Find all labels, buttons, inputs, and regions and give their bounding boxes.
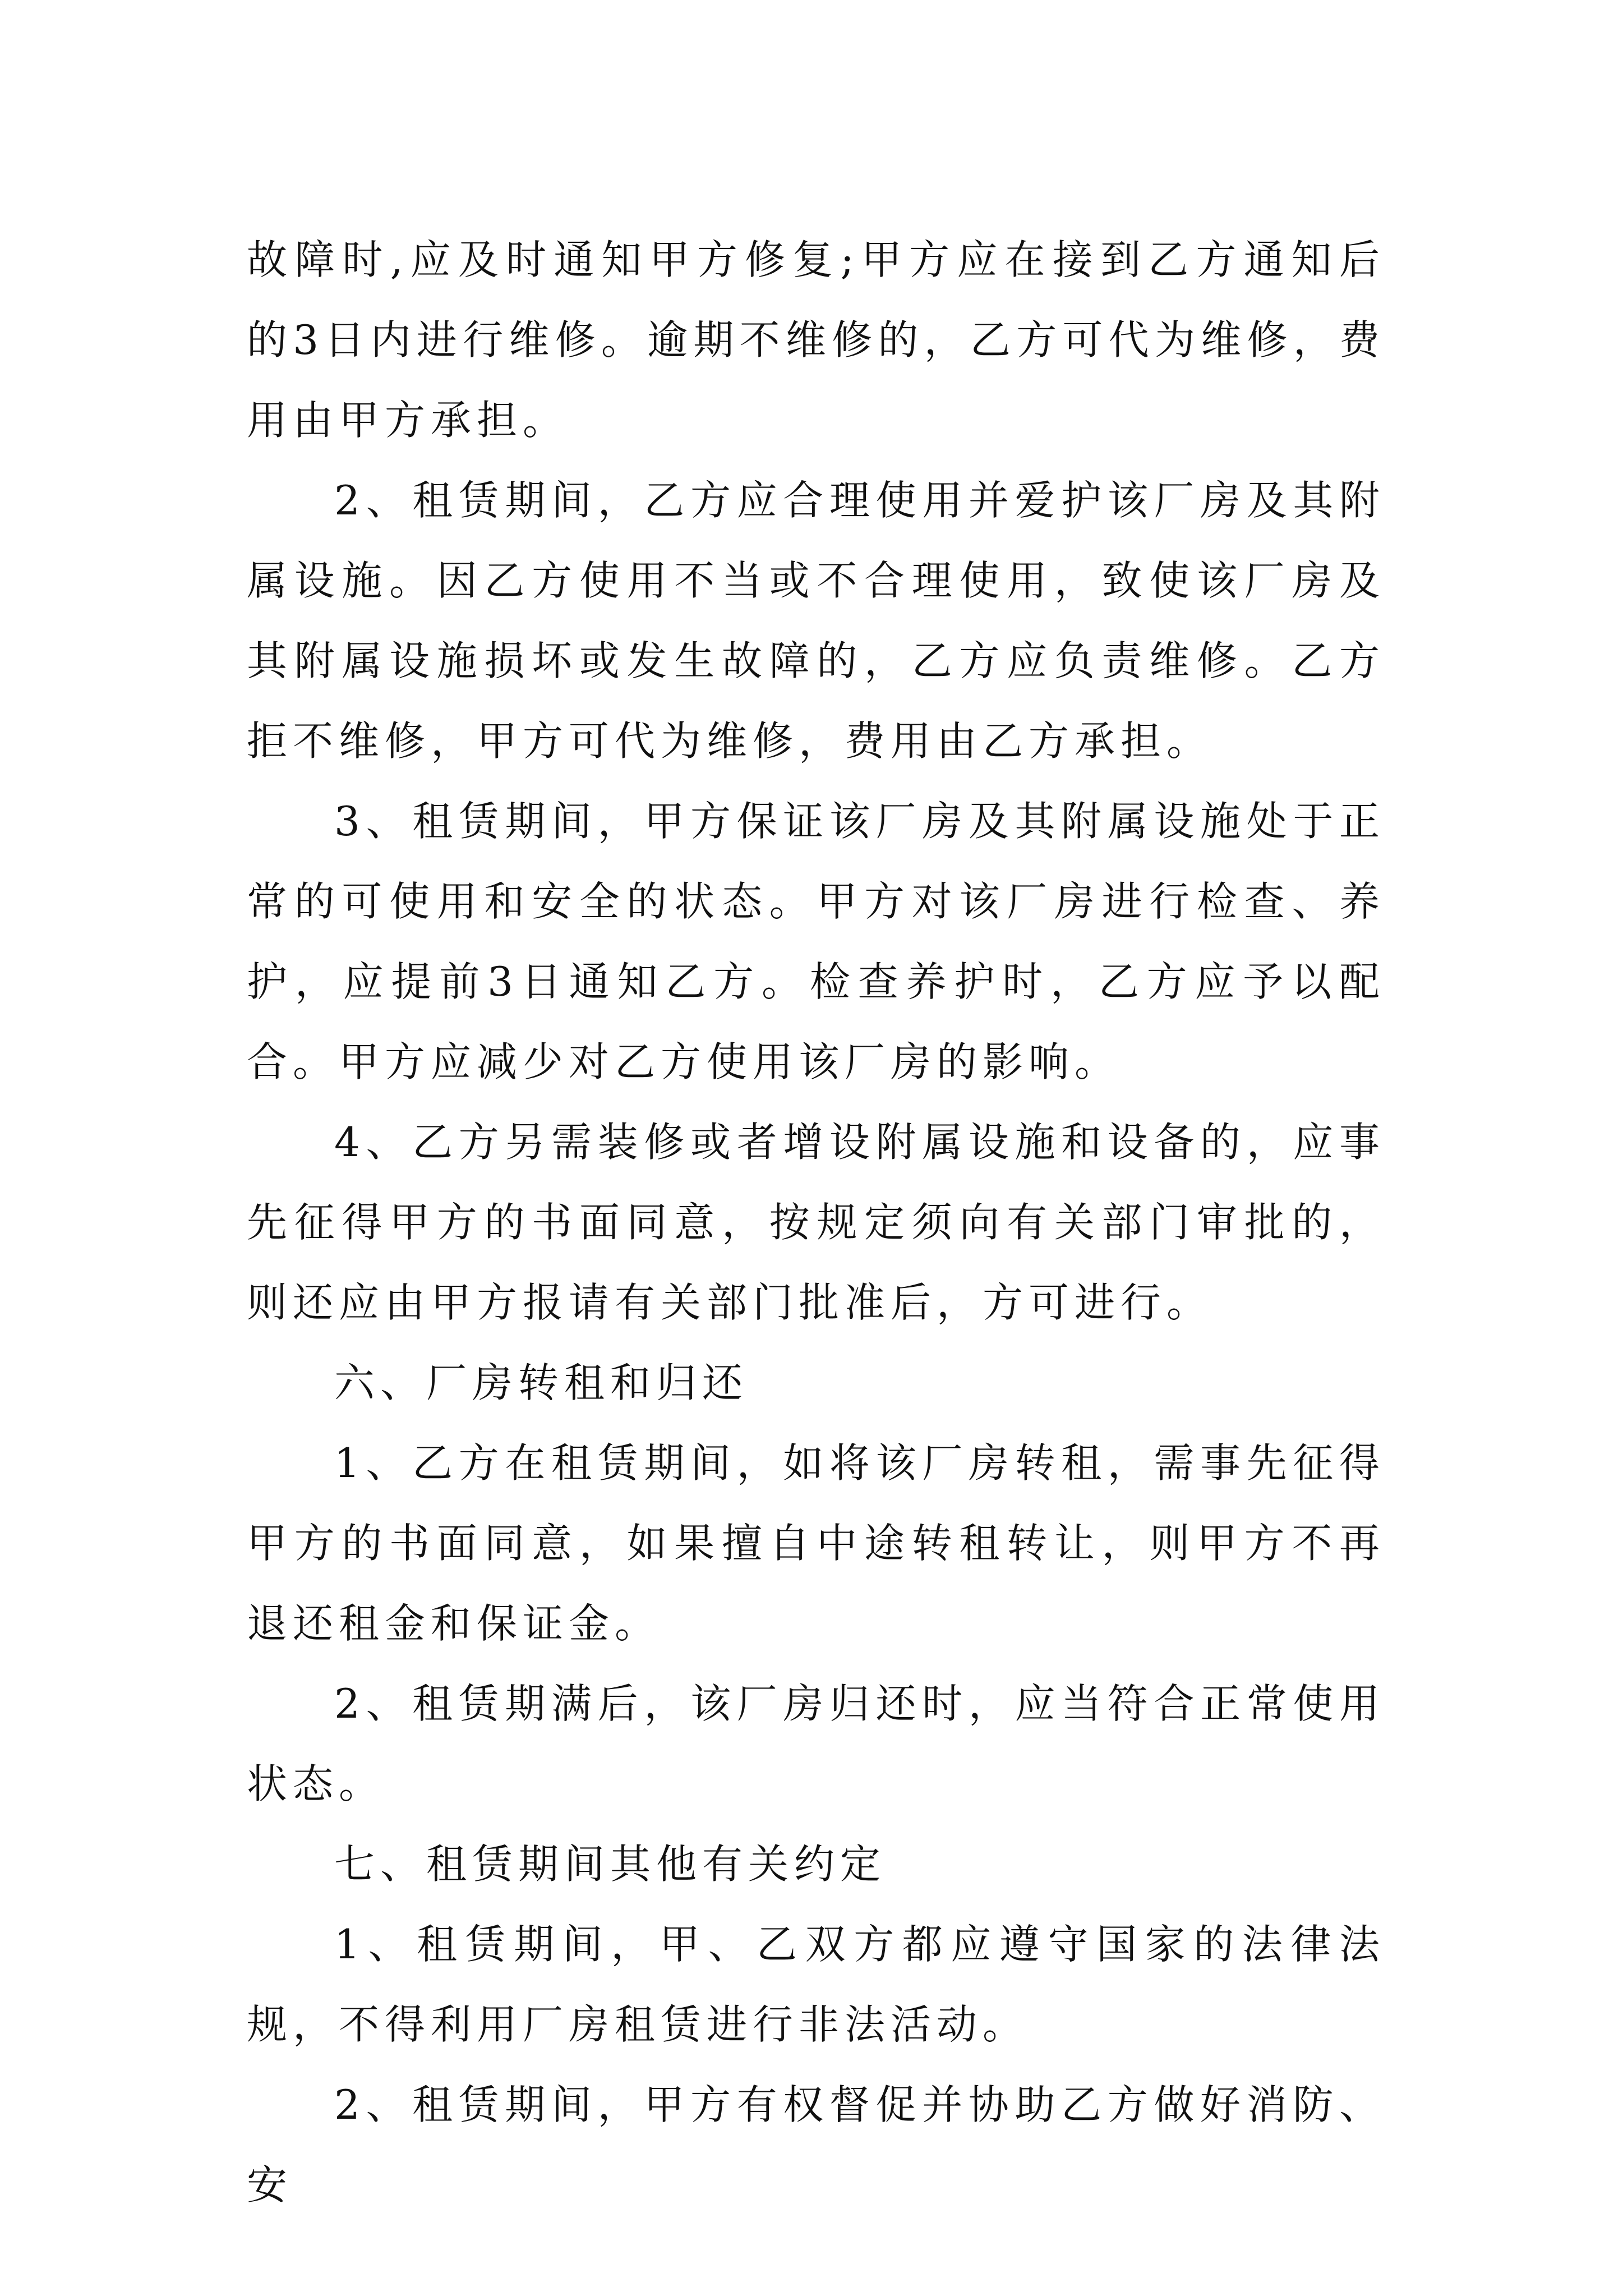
paragraph-clause-4: 4、乙方另需装修或者增设附属设施和设备的，应事先征得甲方的书面同意，按规定须向有关部门审批的，则还应由甲方报请有关部门批准后，方可进行。 (247, 1119, 1385, 1326)
section-heading-six: 六、厂房转租和归还 (334, 1359, 749, 1406)
paragraph-six-clause-1: 1、乙方在租赁期间，如将该厂房转租，需事先征得甲方的书面同意，如果擅自中途转租转让，则甲方不再退还租金和保证金。 (247, 1439, 1385, 1647)
paragraph-seven-clause-2: 2、租赁期间，甲方有权督促并协助乙方做好消防、安 (247, 2081, 1385, 2208)
paragraph-six-clause-2: 2、租赁期满后，该厂房归还时，应当符合正常使用状态。 (247, 1680, 1385, 1807)
document-body (247, 220, 1385, 2225)
paragraph-continuation: 故障时,应及时通知甲方修复;甲方应在接到乙方通知后的3日内进行维修。逾期不维修的，乙方可代为维修，费用由甲方承担。 (247, 236, 1385, 444)
paragraph-seven-clause-1: 1、租赁期间，甲、乙双方都应遵守国家的法律法规，不得利用厂房租赁进行非法活动。 (247, 1921, 1385, 2048)
paragraph-clause-2: 2、租赁期间，乙方应合理使用并爱护该厂房及其附属设施。因乙方使用不当或不合理使用，致使该厂房及其附属设施损坏或发生故障的，乙方应负责维修。乙方拒不维修，甲方可代为维修，费用由乙方承担。 (247, 477, 1385, 765)
paragraph-clause-3: 3、租赁期间，甲方保证该厂房及其附属设施处于正常的可使用和安全的状态。甲方对该厂房进行检查、养护，应提前3日通知乙方。检查养护时，乙方应予以配合。甲方应减少对乙方使用该厂房的影响。 (247, 798, 1385, 1085)
section-heading-seven: 七、租赁期间其他有关约定 (334, 1841, 887, 1888)
